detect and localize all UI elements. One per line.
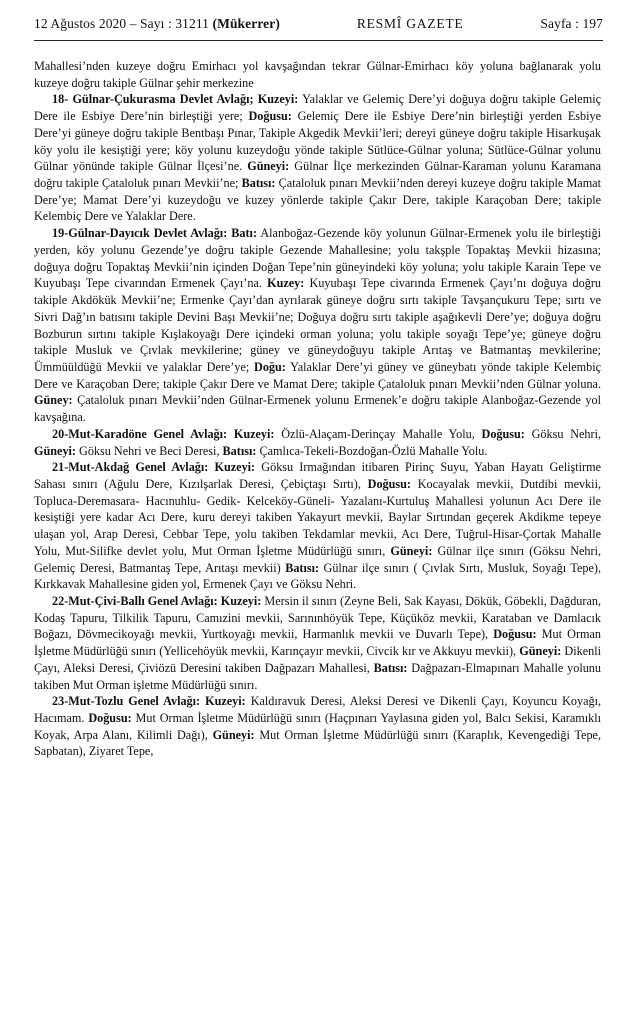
paragraph-text: Gelemiç Dere ile Esbiye Dere’nin birleştiği yerden Esbiye Dere’yi güneye doğru takiple Bentbaşı Pınar, Takiple Akgedik Mevkii’leri; dereyi güneye doğru takiple Hisarkuşak köy yolu ile kesiştiği yere; köy yolunu kuzeydoğu yönde takiple Sütlüce-Gülnar yoluna; Sütlüce-Gülnar yolunu Gülnar yönünde takiple Gülnar İlçesi’ne. <box>34 109 602 174</box>
gazette-title: RESMÎ GAZETE <box>356 16 464 31</box>
body-paragraph <box>34 225 601 426</box>
bold-label: Batısı: <box>222 443 257 458</box>
bold-label: Batısı: <box>285 560 320 575</box>
body-paragraph <box>34 693 601 760</box>
bold-label: 19-Gülnar-Dayıcık Devlet Avlağı: Batı: <box>52 226 258 241</box>
paragraph-text: Mut Orman İşletme Müdürlüğü sınırı (Haçpınarı Yaylasına giden yol, Balcı Sekisi, Karamıklı Koyak, Arpa Alanı, Kilimli Dağı), <box>34 711 601 742</box>
paragraph-text: Mut Orman İşletme Müdürlüğü sınırı (Karaplık, Kevengediği Tepe, Sapbatan), Ziyaret Tepe, <box>34 727 602 759</box>
body-paragraph <box>34 593 601 693</box>
paragraph-text: Mersin il sınırı (Zeyne Beli, Sak Kayası, Dökük, Göbekli, Dağduran, Kodaş Tapuru, Tilkilik Tapuru, Camızini mevkii, Sarınınhöyük Tepe, Küçüköz mevkii, Karataban ve Damlacık Boğazı, Dövmecikoyağı mevkii, Yurtkoyağı mevkii, Harmanlık mevkii ve Duvarlı Tepe), <box>34 594 601 642</box>
bold-label: Doğusu: <box>367 476 411 491</box>
bold-label: 18- Gülnar-Çukurasma Devlet Avlağı; Kuzeyi: <box>52 92 299 107</box>
issue-date-number: 12 Ağustos 2020 – Sayı : 31211 <box>34 16 210 31</box>
paragraph-text: Alanboğaz-Gezende köy yolunun Gülnar-Ermenek yolu ile birleştiği yerden, köy yolunu Gezende’ye doğru takiple Gezende Mahallesine; yolu takşple Topaktaş Mevkii hizasına; doğuya doğru Topaktaş Mevkii’nin içinden Doğan Tepe’nin güneyindeki köy yoluna; yolu takiple Karain Tepe ve Kuyubaşı Tepe civarından Ermenek Çayı’na. <box>34 226 602 291</box>
paragraph-text: Çataloluk pınarı Mevkii’nden Gülnar-Ermenek yolunu Ermenek’e doğru takiple Alanboğaz-Gezende yol kavşağına. <box>34 393 601 425</box>
paragraph-text: Göksu Nehri ve Beci Deresi, <box>75 443 223 458</box>
bold-label: Doğusu: <box>248 109 292 124</box>
bold-label: Güneyi: <box>247 159 290 174</box>
body-paragraph <box>34 426 601 459</box>
paragraph-text: Mut Orman İşletme Müdürlüğü sınırı (Yellicehöyük mevkii, Karınçayır mevkii, Civcik kır ve Akkuyu mevkii), <box>34 627 601 659</box>
paragraph-text: Göksu Nehri, <box>524 426 602 441</box>
bold-label: Güneyi: <box>212 727 255 742</box>
bold-label: 21-Mut-Akdağ Genel Avlağı: Kuzeyi: <box>52 460 256 475</box>
paragraph-text: Dağpazarı-Elmapınarı Mahalle yolunu takiben Mut Orman işletme Müdürlüğü sınırı. <box>34 660 601 692</box>
bold-label: Güneyi: <box>390 543 433 558</box>
paragraph-text: Kuyubaşı Tepe civarında Ermenek Çayı’nı doğuya doğru takiple Akdökük Mevkii’ne; Ermenke Çayı’dan ayrılarak güneye doğru sırtı takiple Tavşançukuru Tepe; sırtı ve Sivri Dağ’ın batısını takiple Devini Başı Mevkii’ne; Doğuya doğru sırtı takiple aşağıkevli Dere’ye; doğuya doğru Bozburun sırtını takiple Kışlakoyağı Dere içindeki orman yoluna; yolu takiple soyağı Tepe’ye; güneye doğru takiple Musluk ve Çıvlak mevkilerine; güney ve güneydoğuyu takiple Arıtaş ve Batmantaş mevkilerine; Ümmüüldüğü Mevkii ve yalaklar Dere’ye; <box>34 276 601 374</box>
paragraph-text: Yalaklar ve Gelemiç Dere’yi doğuya doğru takiple Gelemiç Dere ile Esbiye Dere’nin birleştiği yere; <box>34 92 601 124</box>
body-paragraph <box>34 459 601 593</box>
bold-label: Doğusu: <box>88 711 132 726</box>
bold-label: Güneyi: <box>519 644 562 659</box>
paragraph-text: Kaldıravuk Deresi, Aleksi Deresi ve Dikenli Çayı, Koyuncu Koyağı, Hacımam. <box>34 694 602 726</box>
paragraph-text: Çataloluk pınarı Mevkii’nden dereyi kuzeye doğru takiple Mamat Dere’ye; Mamat Dere’yi kuzeydoğu ve kuzey yönlerde takiple Çakır Dere, takiple Karaçoban Dere; takiple Kelembiç Dere ve Yalaklar Dere. <box>34 176 601 224</box>
bold-label: Batısı: <box>373 660 408 675</box>
issue-info <box>34 16 280 32</box>
paragraph-text: Gülnar İlçe merkezinden Gülnar-Karaman yolunu Karamana doğru takiple Çataloluk pınarı Mevkii’ne; <box>34 159 601 191</box>
bold-label: Doğusu: <box>481 426 525 441</box>
mukerrer-label: (Mükerrer) <box>212 16 280 31</box>
paragraph-text: Gülnar ilçe sınırı (Göksu Nehri, Gelemiç Deresi, Batmantaş Tepe, Arıtaşı mevkii) <box>34 543 602 575</box>
bold-label: Batısı: <box>241 176 276 191</box>
paragraph-text: Dikenli Çayı, Aleksi Deresi, Çiviözü Deresini takiben Dağpazarı Mahallesi, <box>34 644 601 675</box>
bold-label: 23-Mut-Tozlu Genel Avlağı: Kuzeyi: <box>52 694 246 709</box>
paragraph-text: Gülnar ilçe sınırı ( Çıvlak Sırtı, Musluk, Soyağı Tepe), Kırkkavak Mahallesine giden yol, Ermenek Çayı ve Göksu Nehri. <box>34 560 601 592</box>
header-divider <box>34 40 603 41</box>
paragraph-text: Özlü-Alaçam-Derinçay Mahalle Yolu, <box>274 426 482 441</box>
bold-label: 22-Mut-Çivi-Ballı Genel Avlağı: Kuzeyi: <box>52 594 262 608</box>
bold-label: 20-Mut-Karadöne Genel Avlağı: Kuzeyi: <box>52 426 275 441</box>
bold-label: Kuzey: <box>267 276 305 291</box>
bold-label: Doğusu: <box>493 627 537 642</box>
page-number: Sayfa : 197 <box>540 16 603 31</box>
body-paragraph <box>34 91 601 225</box>
page-header <box>34 16 603 38</box>
paragraph-text: Çamlıca-Tekeli-Bozdoğan-Özlü Mahalle Yolu. <box>256 443 488 458</box>
paragraph-text: Mahallesi’nden kuzeye doğru Emirhacı yol kavşağından tekrar Gülnar-Emirhacı köy yoluna bağlanarak yolu kuzeye doğru takiple Gülnar şehir merkezine <box>34 59 601 90</box>
paragraph-text: Kocayalak mevkii, Dutdibi mevkii, Topluca-Deremasara- Hacınuhlu- Gedik- Kelceköy-Güneli- Yazalanı-Kurtuluş Mahallesi yolunun Acı Dere ile kesiştiği yere kadar Acı Dere, kuru dereyi takiben Yakayurt mevkii, Baylar Sırtından geçerek Akdikme tepeye ulaşan yol, Arap Deresi, Cebbar Tepe, yolu takiben Tekdamlar mevkii, Acı Dere, Tuğrul-Hisar-Çortak Mahalle Yolu, Mut-Silifke devlet yolu, Mut Orman İşletme Müdürlüğü sınırı, <box>34 476 602 558</box>
paragraph-text: Yalaklar Dere’yi güney ve güneybatı yönde takiple Kelembiç Dere ve Karaçoban Dere; takiple Çakır Dere ve Mamat Dere; takiple Çataloluk pınarı Mevkii’nden Gülnar yoluna. <box>34 359 601 391</box>
bold-label: Güney: <box>34 393 73 408</box>
paragraph-text: Göksu Irmağından itibaren Pirinç Suyu, Yaban Hayatı Geliştirme Sahası sınırı (Ağulu Dere, Kızılşarlak Deresi, Çebiçtaşı Sırtı), <box>34 460 601 491</box>
body-paragraph <box>34 58 601 91</box>
bold-label: Güneyi: <box>34 443 76 458</box>
bold-label: Doğu: <box>254 359 286 374</box>
document-body <box>34 58 601 760</box>
